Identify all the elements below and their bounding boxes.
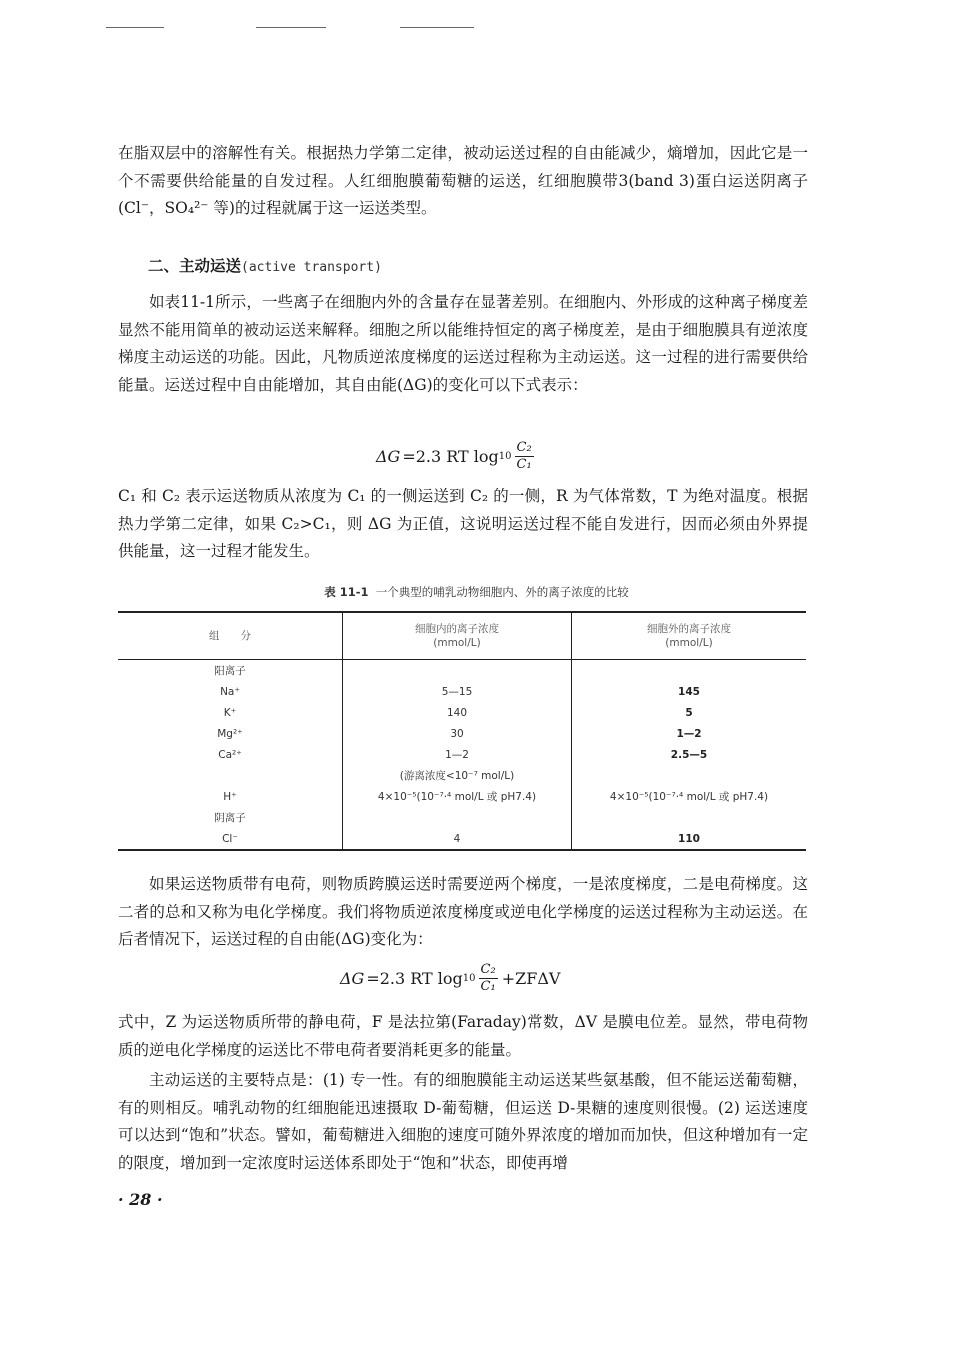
- section-heading-title: 二、主动运送: [148, 257, 242, 275]
- table-cell-ion: Ca²⁺: [218, 748, 242, 761]
- formula2-tail: +ZFΔV: [501, 969, 561, 988]
- table-cell-outside: 110: [572, 828, 807, 850]
- formula2-log-sub: 10: [462, 973, 476, 984]
- table-header-intracellular: 细胞内的离子浓度 (mmol/L): [343, 612, 572, 660]
- section-heading: [148, 254, 382, 276]
- header-rule-1: [106, 27, 164, 28]
- table-caption-number: 表 11-1: [324, 585, 369, 599]
- table-header-extracellular: 细胞外的离子浓度 (mmol/L): [572, 612, 807, 660]
- table-cell-ion: Na⁺: [220, 685, 240, 698]
- table-cell-outside: [572, 807, 807, 828]
- formula1-eq: =2.3 RT log: [402, 447, 499, 466]
- table-cell-group: 阴离子: [214, 812, 246, 824]
- table-cell-inside: 4: [343, 828, 572, 850]
- ion-concentration-table: [118, 611, 806, 851]
- table-header-component: 组 分: [118, 612, 343, 660]
- paragraph-4: 如果运送物质带有电荷，则物质跨膜运送时需要逆两个梯度，一是浓度梯度，二是电荷梯度。这二者的总和又称为电化学梯度。我们将物质逆浓度梯度或逆电化学梯度的运送过程称为主动运送。在后者情况下，运送过程的自由能(ΔG)变化为：: [118, 875, 808, 948]
- table-row: [118, 828, 806, 850]
- header-rule-2: [256, 27, 326, 28]
- formula1-lhs: ΔG: [376, 447, 401, 466]
- formula2-denominator: C₁: [480, 979, 496, 994]
- formula2-numerator: C₂: [480, 962, 496, 977]
- table-row: [118, 681, 806, 702]
- table-cell-inside: [343, 807, 572, 828]
- paragraph-3: C₁ 和 C₂ 表示运送物质从浓度为 C₁ 的一侧运送到 C₂ 的一侧，R 为气体常数，T 为绝对温度。根据热力学第二定律，如果 C₂>C₁，则 ΔG 为正值，这说明运送过程不能自发进行，因而必须由外界提供能量，这一过程才能发生。: [118, 487, 808, 560]
- table-cell-inside: 4×10⁻⁵(10⁻⁷·⁴ mol/L 或 pH7.4): [343, 786, 572, 807]
- table-cell-outside: [572, 660, 807, 682]
- table-cell-outside: 145: [572, 681, 807, 702]
- table-caption-text: 一个典型的哺乳动物细胞内、外的离子浓度的比较: [375, 585, 629, 599]
- table-cell-inside: 140: [343, 702, 572, 723]
- table-cell-outside: 1—2: [572, 723, 807, 744]
- table-caption: [0, 584, 953, 600]
- table-cell-ion: Mg²⁺: [217, 727, 243, 740]
- table-row: [118, 702, 806, 723]
- table-row: [118, 744, 806, 765]
- formula2-lhs: ΔG: [340, 969, 365, 988]
- formula1-log-sub: 10: [498, 451, 512, 462]
- paragraph-2: 如表11-1所示，一些离子在细胞内外的含量存在显著差别。在细胞内、外形成的这种离子梯度差显然不能用简单的被动运送来解释。细胞之所以能维持恒定的离子梯度差，是由于细胞膜具有逆浓度梯度主动运送的功能。因此，凡物质逆浓度梯度的运送过程称为主动运送。这一过程的进行需要供给能量。运送过程中自由能增加，其自由能(ΔG)的变化可以下式表示：: [118, 293, 808, 394]
- formula1-numerator: C₂: [516, 440, 532, 455]
- table-cell-ion: [118, 765, 343, 786]
- paragraph-1: 在脂双层中的溶解性有关。根据热力学第二定律，被动运送过程的自由能减少，熵增加，因此它是一个不需要供给能量的自发过程。人红细胞膜葡萄糖的运送，红细胞膜带3(band 3)蛋白运送阴离子(Cl⁻，SO₄²⁻ 等)的过程就属于这一运送类型。: [118, 144, 808, 217]
- page-number: · 28 ·: [118, 1190, 163, 1209]
- table-cell-inside: [343, 660, 572, 682]
- formula1-denominator: C₁: [516, 457, 532, 472]
- table-cell-inside: (游离浓度<10⁻⁷ mol/L): [343, 765, 572, 786]
- table-row: [118, 660, 806, 682]
- table-cell-ion: H⁺: [223, 790, 237, 803]
- table-cell-outside: 4×10⁻⁵(10⁻⁷·⁴ mol/L 或 pH7.4): [572, 786, 807, 807]
- formula2-fraction: [479, 962, 498, 995]
- formula2-eq: =2.3 RT log: [366, 969, 463, 988]
- table-row: [118, 723, 806, 744]
- table-cell-inside: 30: [343, 723, 572, 744]
- formula-free-energy: [376, 440, 534, 473]
- table-cell-ion: K⁺: [223, 706, 237, 719]
- table-cell-group: 阳离子: [214, 665, 246, 677]
- table-cell-outside: [572, 765, 807, 786]
- table-row: [118, 765, 806, 786]
- table-row: [118, 807, 806, 828]
- formula1-fraction: [515, 440, 534, 473]
- header-rule-3: [400, 27, 474, 28]
- table-row: [118, 786, 806, 807]
- table-cell-outside: 5: [572, 702, 807, 723]
- table-cell-inside: 1—2: [343, 744, 572, 765]
- formula-electrochemical: [340, 962, 560, 995]
- table-cell-outside: 2.5—5: [572, 744, 807, 765]
- table-cell-ion: Cl⁻: [118, 828, 343, 850]
- table-header-row: [118, 612, 806, 660]
- paragraph-5: 式中，Z 为运送物质所带的静电荷，F 是法拉第(Faraday)常数，ΔV 是膜电位差。显然，带电荷物质的逆电化学梯度的运送比不带电荷者要消耗更多的能量。: [118, 1013, 808, 1059]
- table-cell-inside: 5—15: [343, 681, 572, 702]
- section-heading-english: (active transport): [241, 260, 382, 275]
- paragraph-6: 主动运送的主要特点是：(1) 专一性。有的细胞膜能主动运送某些氨基酸，但不能运送葡萄糖，有的则相反。哺乳动物的红细胞能迅速摄取 D-葡萄糖，但运送 D-果糖的速度则很慢。(2) 运送速度可以达到“饱和”状态。譬如，葡萄糖进入细胞的速度可随外界浓度的增加而加快，但这种增加有一定的限度，增加到一定浓度时运送体系即处于“饱和”状态，即使再增: [118, 1071, 808, 1172]
